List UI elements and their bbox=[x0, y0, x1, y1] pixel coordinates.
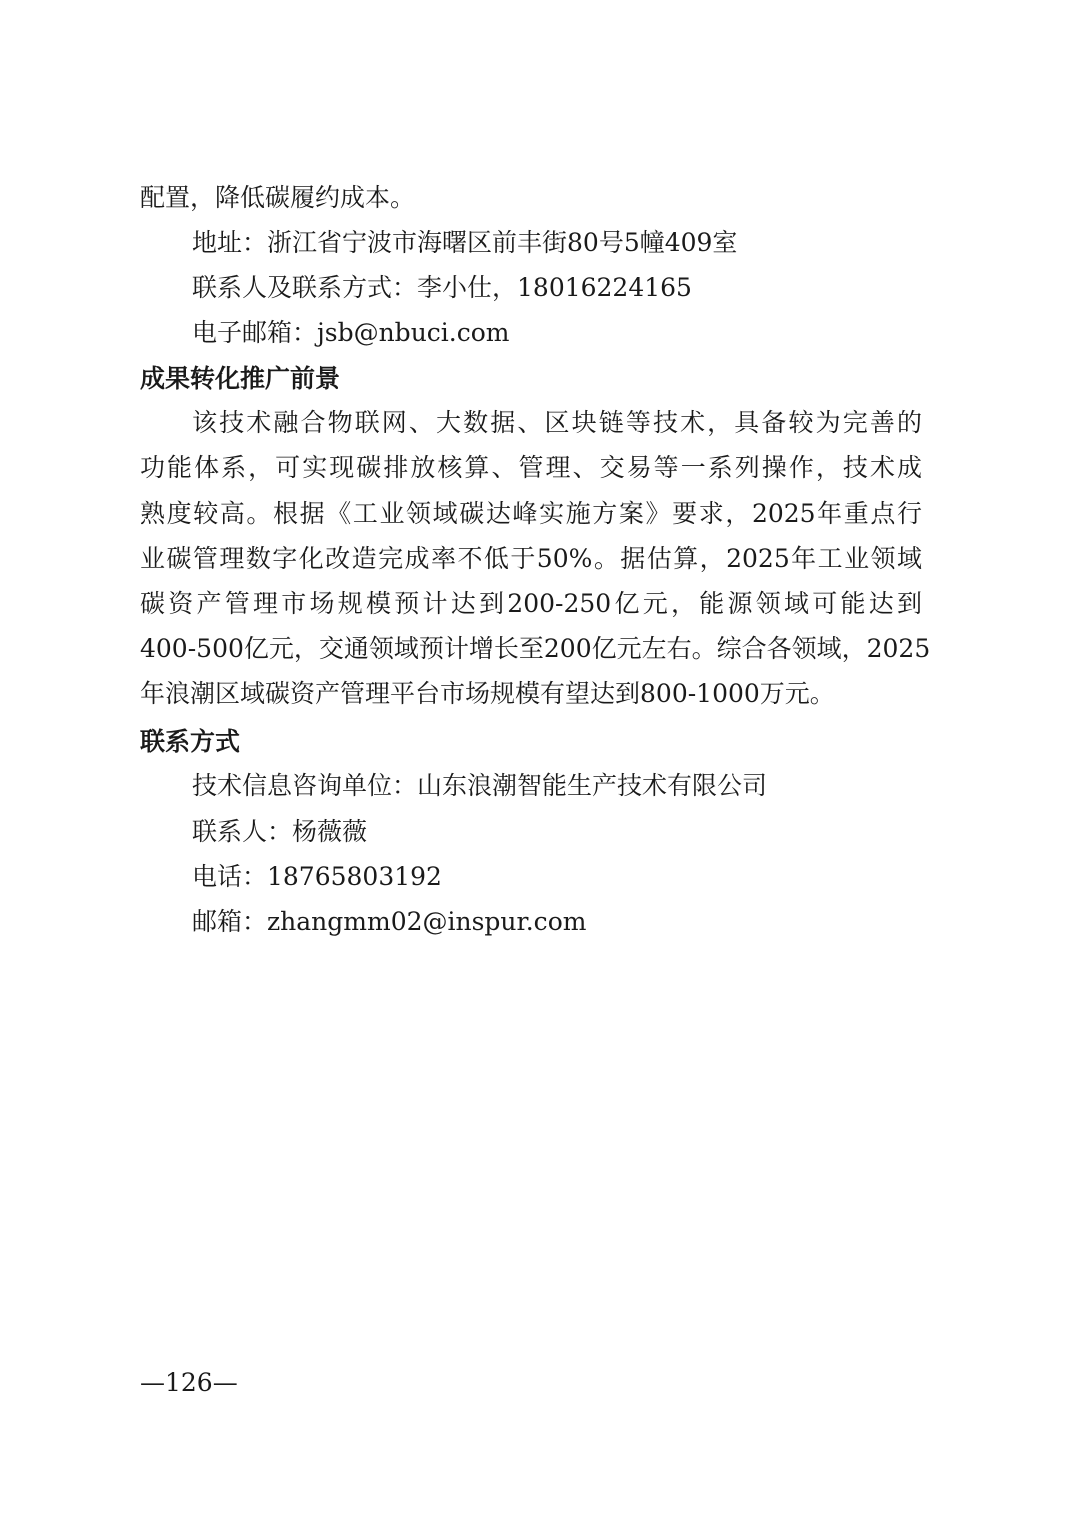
email-line: 电子邮箱：jsb@nbuci.com bbox=[192, 318, 510, 347]
consulting-unit-line: 技术信息咨询单位：山东浪潮智能生产技术有限公司 bbox=[192, 771, 768, 800]
prospects-line: 400-500亿元，交通领域预计增长至200亿元左右。综合各领域，2025 bbox=[140, 634, 931, 663]
contact-person-line: 联系人：杨薇薇 bbox=[192, 817, 368, 846]
phone-line: 电话：18765803192 bbox=[192, 862, 442, 891]
prospects-line: 业碳管理数字化改造完成率不低于50%。据估算，2025年工业领域 bbox=[140, 544, 922, 573]
section-heading-prospects: 成果转化推广前景 bbox=[140, 364, 341, 393]
page-number: —126— bbox=[140, 1368, 238, 1397]
address-line: 地址：浙江省宁波市海曙区前丰街80号5幢409室 bbox=[192, 228, 738, 257]
prospects-line: 功能体系，可实现碳排放核算、管理、交易等一系列操作，技术成 bbox=[140, 453, 922, 482]
prospects-line: 年浪潮区域碳资产管理平台市场规模有望达到800-1000万元。 bbox=[140, 679, 835, 708]
email-line: 邮箱：zhangmm02@inspur.com bbox=[192, 907, 587, 936]
paragraph-tail: 配置，降低碳履约成本。 bbox=[140, 183, 416, 212]
prospects-line: 碳资产管理市场规模预计达到200-250亿元，能源领域可能达到 bbox=[140, 589, 922, 618]
prospects-line: 熟度较高。根据《工业领域碳达峰实施方案》要求，2025年重点行 bbox=[140, 499, 922, 528]
contact-line: 联系人及联系方式：李小仕，18016224165 bbox=[192, 273, 692, 302]
section-heading-contact: 联系方式 bbox=[140, 727, 241, 756]
prospects-line: 该技术融合物联网、大数据、区块链等技术，具备较为完善的 bbox=[192, 408, 922, 437]
